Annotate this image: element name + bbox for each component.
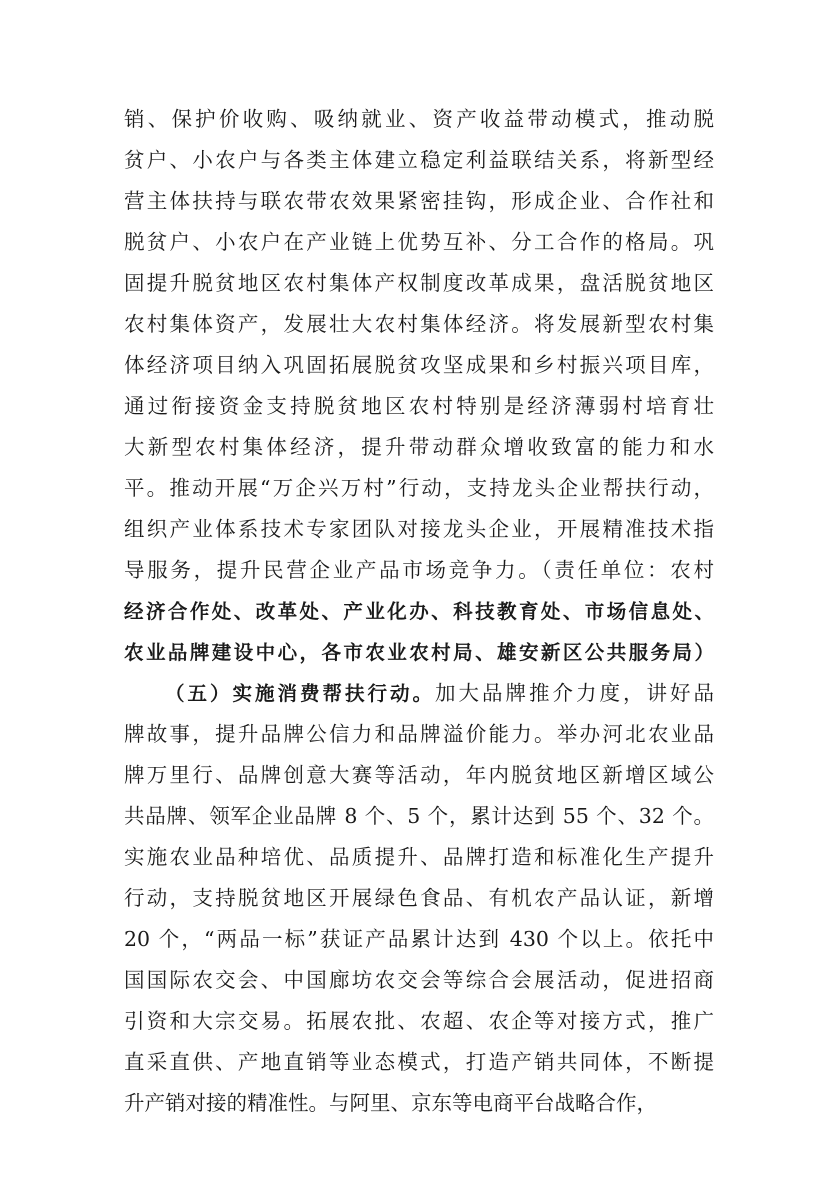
responsibility-line: 农业品牌建设中心，各市农业农村局、雄安新区公共服务局） (124, 641, 714, 664)
text-line: 销、保护价收购、吸纳就业、资产收益带动模式，推动脱 (124, 107, 714, 131)
text-line: 国国际农交会、中国廊坊农交会等综合会展活动，促进招商 (124, 968, 714, 992)
text-line: 平。推动开展“万企兴万村”行动，支持龙头企业帮扶行动， (124, 476, 714, 500)
text-line: 牌万里行、品牌创意大赛等活动，年内脱贫地区新增区域公 (124, 763, 714, 787)
text-line: 直采直供、产地直销等业态模式，打造产销共同体，不断提 (124, 1050, 714, 1074)
section-heading: （五）实施消费帮扶行动。 (165, 682, 435, 705)
text-line: 引资和大宗交易。拓展农批、农超、农企等对接方式，推广 (124, 1009, 714, 1033)
section-heading-line (124, 673, 714, 714)
section-heading-rest: 加大品牌推介力度，讲好品 (435, 681, 714, 705)
text-line: 脱贫户、小农户在产业链上优势互补、分工合作的格局。巩 (124, 230, 714, 254)
text-line: 组织产业体系技术专家团队对接龙头企业，开展精准技术指 (124, 517, 714, 541)
text-line: 20 个，“两品一标”获证产品累计达到 430 个以上。依托中 (124, 927, 714, 951)
responsibility-line: 经济合作处、改革处、产业化办、科技教育处、市场信息处、 (124, 600, 714, 623)
text-line: 行动，支持脱贫地区开展绿色食品、有机农产品认证，新增 (124, 886, 714, 910)
text-line: 实施农业品种培优、品质提升、品牌打造和标准化生产提升 (124, 845, 714, 869)
text-line: 体经济项目纳入巩固拓展脱贫攻坚成果和乡村振兴项目库， (124, 353, 714, 377)
text-line: 固提升脱贫地区农村集体产权制度改革成果，盘活脱贫地区 (124, 271, 714, 295)
text-line: 贫户、小农户与各类主体建立稳定利益联结关系，将新型经 (124, 148, 714, 172)
body-text (124, 99, 714, 1124)
text-line: 通过衔接资金支持脱贫地区农村特别是经济薄弱村培育壮 (124, 394, 714, 418)
text-line: 农村集体资产，发展壮大农村集体经济。将发展新型农村集 (124, 312, 714, 336)
text-line: 牌故事，提升品牌公信力和品牌溢价能力。举办河北农业品 (124, 722, 714, 746)
text-line: 升产销对接的精准性。与阿里、京东等电商平台战略合作， (124, 1091, 657, 1115)
text-line: 导服务，提升民营企业产品市场竞争力。（责任单位：农村 (124, 558, 714, 582)
text-line: 共品牌、领军企业品牌 8 个、5 个，累计达到 55 个、32 个。 (124, 804, 714, 828)
text-line: 营主体扶持与联农带农效果紧密挂钩，形成企业、合作社和 (124, 189, 714, 213)
text-line: 大新型农村集体经济，提升带动群众增收致富的能力和水 (124, 435, 714, 459)
